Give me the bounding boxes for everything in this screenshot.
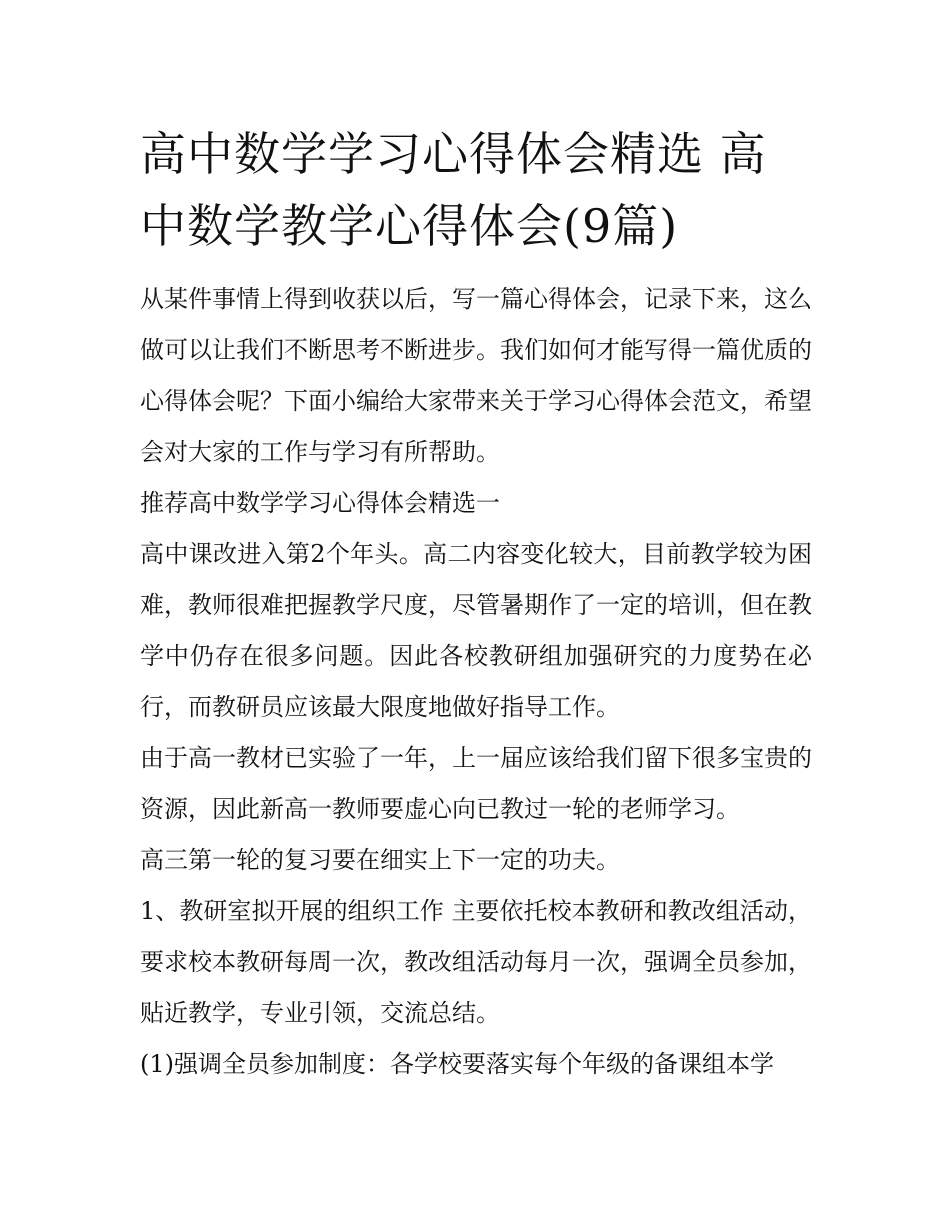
paragraph-grade-three: 高三第一轮的复习要在细实上下一定的功夫。 [140,846,620,874]
paragraph-item-1: 1、教研室拟开展的组织工作 主要依托校本教研和教改组活动，要求校本教研每周一次，教改组活动每月一次，强调全员参加，贴近教学，专业引领，交流总结。 [140,897,812,1027]
paragraph-curriculum: 高中课改进入第2个年头。高二内容变化较大，目前教学较为困难，教师很难把握教学尺度，尽管暑期作了一定的培训，但在教学中仍存在很多问题。因此各校教研组加强研究的力度势在必行，而教研员应该最大限度地做好指导工作。 [140,540,812,721]
document-body [140,274,812,1090]
document-title: 高中数学学习心得体会精选 高中数学教学心得体会(9篇) [140,127,767,253]
paragraph-intro: 从某件事情上得到收获以后，写一篇心得体会，记录下来，这么做可以让我们不断思考不断进步。我们如何才能写得一篇优质的心得体会呢？下面小编给大家带来关于学习心得体会范文，希望会对大家的工作与学习有所帮助。 [140,285,812,466]
section-heading: 推荐高中数学学习心得体会精选一 [140,489,500,517]
paragraph-grade-one: 由于高一教材已实验了一年，上一届应该给我们留下很多宝贵的资源，因此新高一教师要虚心向已教过一轮的老师学习。 [140,744,812,823]
paragraph-item-1-sub-1: (1)强调全员参加制度：各学校要落实每个年级的备课组本学 [140,1050,774,1078]
document-page [140,118,812,1090]
